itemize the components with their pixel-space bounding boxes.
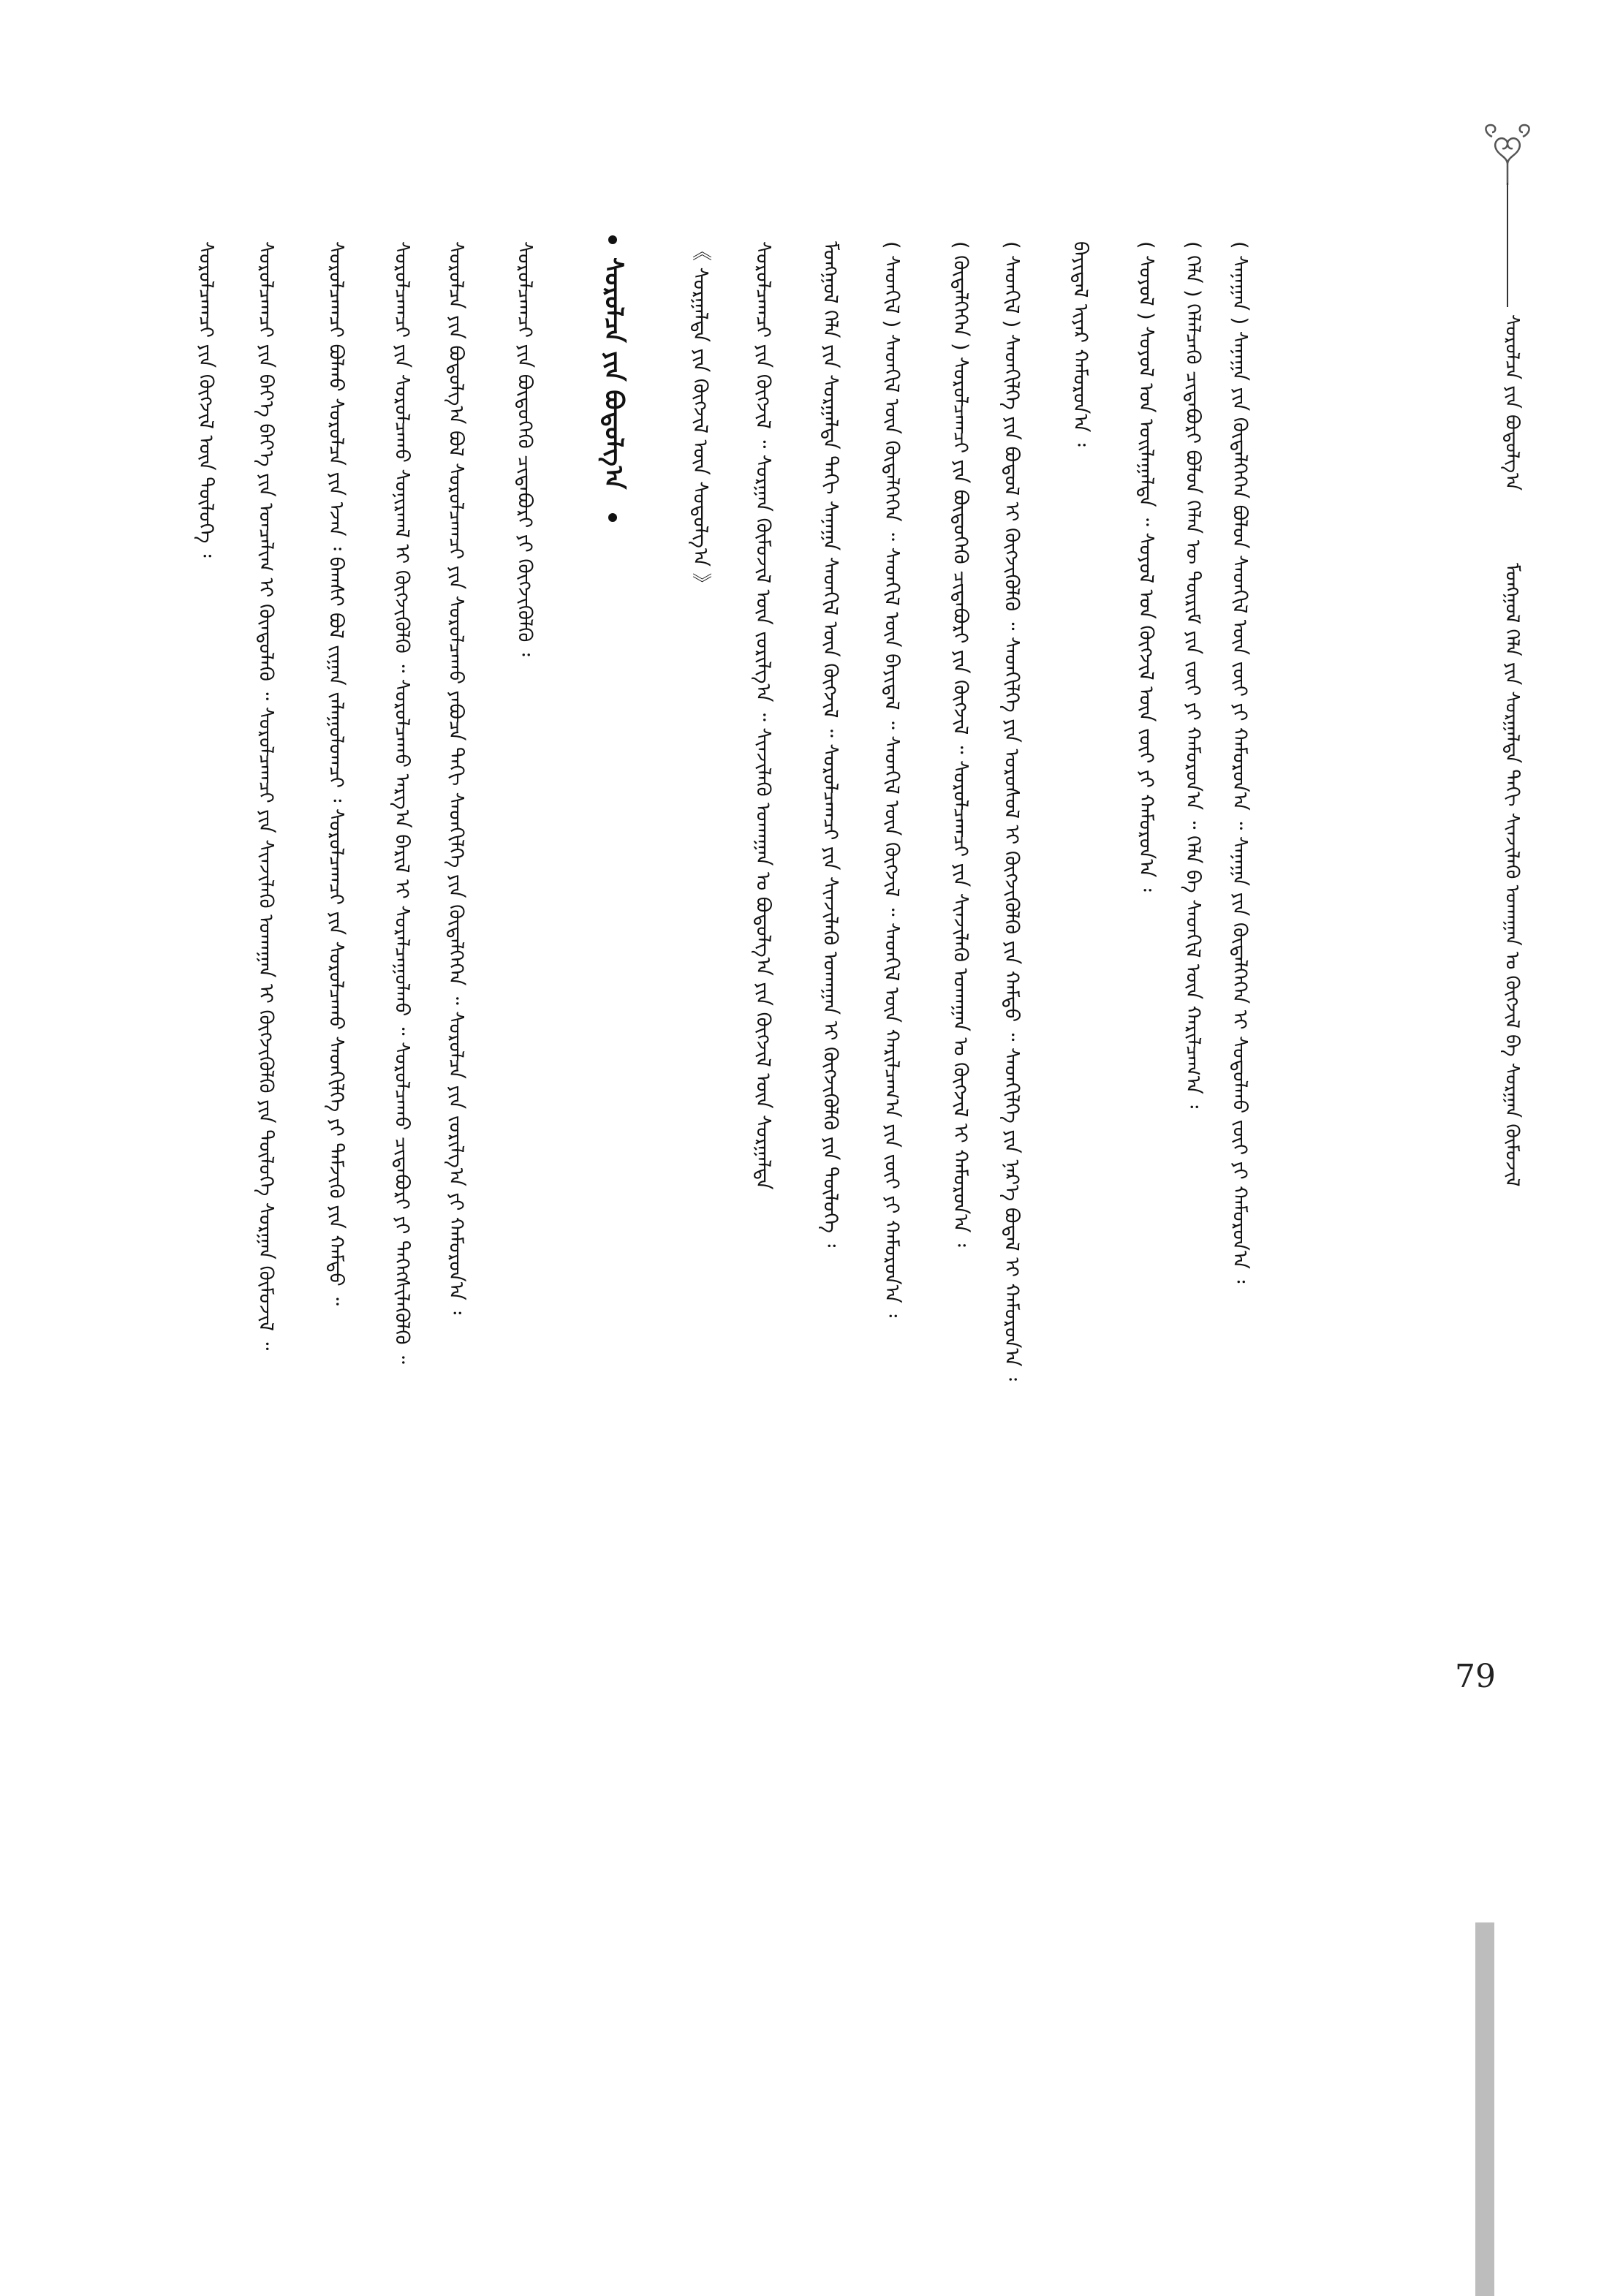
page-tab	[1475, 1922, 1494, 2296]
text-column: ᠰᠤᠷᠤᠯᠴᠠᠭᠴᠢ ᠶᠢᠨ ᠰᠤᠷᠤᠯᠴᠠᠬᠤ ᠰᠣᠨᠢᠷᠬᠠᠯ ᠢ ᠬᠥᠭᠵᠢᠭᠦᠯᠬᠦ ᠃ ᠰᠤᠷᠤᠯᠴᠠᠬᠤ ᠠᠷᠭ᠎ᠠ ᠪᠠᠷᠢᠯ ᠢ ᠰᠤᠷᠠᠯᠴᠠᠭᠤᠯᠬᠤ ᠃ ᠰᠤᠷᠤᠯᠴᠠᠬᠤ ᠴᠢᠳᠠᠪᠤᠷᠢ ᠶᠢ ᠳᠡᠭᠡᠭᠰᠢᠯᠡᠭᠦᠯᠬᠦ ᠃	[390, 241, 413, 1364]
text-column: ᠰᠤᠷᠤᠯᠴᠠᠭᠴᠢ ᠶᠢᠨ ᠪᠡᠶ᠎ᠡ ᠪᠡᠶ᠎ᠡ ᠶᠢᠨ ᠣᠨᠴᠠᠯᠢᠭ ᠢ ᠬᠦᠨᠳᠦᠯᠡᠬᠦ ᠃ ᠰᠤᠷᠤᠯᠴᠠᠭᠴᠢ ᠶᠢᠨ ᠰᠢᠨᠵᠢᠯᠡᠬᠦ ᠤᠬᠠᠭᠠᠨ ᠢ ᠬᠥᠭᠵᠢᠭᠦᠯᠬᠦ ᠶᠢᠨ ᠲᠥᠯᠥᠭᠡ ᠰᠤᠷᠭᠠᠨ ᠬᠥᠮᠦᠵᠢᠯ ᠃	[254, 241, 277, 1351]
running-header-title: ᠰᠤᠷᠤᠯᠴᠠ ᠶᠢᠨ ᠪᠣᠳᠤᠯᠭ᠎ᠠ	[1501, 314, 1523, 491]
section-heading: ᠰᠤᠷᠤᠯᠴᠠ ᠶᠢᠨ ᠪᠣᠳᠤᠯᠭ᠎ᠠ	[599, 257, 628, 490]
header-rule	[1507, 183, 1508, 307]
text-column: ᠰᠤᠷᠤᠯᠴᠠᠭᠴᠢ ᠪᠣᠯᠬᠤ ᠰᠤᠷᠤᠯᠴᠠ ᠶᠢᠨ ᠡᠵᠡᠨ ᠄ ᠪᠠᠭᠰᠢ ᠪᠣᠯ ᠵᠢᠭᠠᠨ ᠵᠠᠯᠠᠭᠤᠯᠤᠭᠴᠢ ᠄ ᠰᠤᠷᠤᠯᠴᠠᠭᠴᠢ ᠶᠢᠨ ᠰᠤᠷᠤᠯᠴᠠᠬᠤ ᠰᠡᠳᠬᠢᠯᠭᠡ ᠶᠢ ᠳᠡᠮᠵᠢᠬᠦ ᠶᠢᠨ ᠬᠠᠮᠲᠤ ᠃	[325, 241, 347, 1306]
text-column: ᠎( ᠬᠡᠯᠡ ) ᠬᠡᠯᠡᠯᠴᠡᠬᠦ ᠴᠢᠳᠠᠪᠤᠷᠢ ᠪᠣᠯᠤᠨ ᠬᠡᠯᠡᠨ ᠦ ᠳᠦᠷᠢᠮ ᠶᠢᠨ ᠵᠦᠢ ᠶᠢ ᠬᠠᠮᠤᠷᠤᠨ᠎ᠠ ᠃ ᠬᠡᠯᠡ ᠪᠠ ᠰᠡᠳᠬᠢᠯ ᠦᠨ ᠬᠠᠷᠢᠯᠴᠠᠭ᠎ᠠ ᠄	[1181, 241, 1204, 1109]
text-column: ᠰᠤᠷᠤᠯᠴᠠ ᠶᠢᠨ ᠪᠣᠳᠤᠯᠭ᠎ᠠ ᠪᠣᠯ ᠰᠤᠷᠤᠯᠴᠠᠭᠴᠢ ᠶᠢᠨ ᠰᠤᠷᠤᠯᠴᠠᠬᠤ ᠶᠠᠪᠤᠴᠠ ᠳᠠᠬᠢ ᠰᠡᠳᠬᠢᠯᠭᠡ ᠶᠢᠨ ᠬᠥᠳᠡᠯᠭᠡᠭᠡᠨ ᠃ ᠰᠤᠷᠤᠯᠴᠠ ᠶᠢᠨ ᠵᠣᠷᠢᠯᠭ᠎ᠠ ᠶᠢ ᠬᠠᠮᠤᠷᠤᠨ᠎ᠠ ᠄	[444, 241, 467, 1315]
quote-column: 《 ᠰᠤᠷᠭᠠᠯᠲᠠ ᠶᠢᠨ ᠬᠥᠭᠵᠢᠯ ᠦᠨ ᠰᠤᠳᠤᠯᠭ᠎ᠠ 》	[689, 241, 711, 593]
bullet-icon	[608, 235, 617, 244]
text-column: ᠎( ᠰᠡᠳᠬᠢᠯ ) ᠰᠡᠳᠬᠢᠯ ᠦᠨ ᠬᠥᠳᠡᠯᠭᠡᠭᠡᠨ ᠃ ᠰᠡᠳᠬᠢᠯ ᠦᠨ ᠪᠠᠶᠢᠳᠠᠯ ᠃ ᠰᠡᠳᠬᠢᠯ ᠦᠨ ᠬᠥᠭᠵᠢᠯ ᠃ ᠰᠡᠳᠬᠢᠯ ᠦᠨ ᠬᠠᠷᠢᠯᠴᠠᠭ᠎ᠠ ᠶᠢᠨ ᠵᠦᠢ ᠶᠢ ᠬᠠᠮᠤᠷᠤᠨ᠎ᠠ ᠄	[880, 241, 903, 1318]
text-column: ᠰᠤᠷᠤᠯᠴᠠᠭᠴᠢ ᠶᠢᠨ ᠬᠥᠭᠵᠢᠯ ᠃ ᠰᠤᠷᠭᠠᠨ ᠬᠥᠮᠦᠵᠢᠯ ᠦᠨ ᠵᠣᠷᠢᠯᠭ᠎ᠠ ᠃ ᠰᠢᠨᠵᠢᠯᠡᠬᠦ ᠤᠬᠠᠭᠠᠨ ᠤ ᠪᠣᠳᠤᠯᠭ᠎ᠠ ᠶᠢᠨ ᠬᠥᠭᠵᠢᠯ ᠦᠨ ᠰᠤᠷᠭᠠᠯᠲᠠ	[752, 241, 774, 1190]
text-column: ᠎( ᠰᠣᠶᠣᠯ ) ᠰᠣᠶᠣᠯ ᠤᠨ ᠣᠢᠯᠠᠭᠠᠯᠲᠠ ᠃ ᠰᠣᠶᠣᠯ ᠤᠨ ᠬᠥᠭᠵᠢᠯ ᠦᠨ ᠵᠦᠢ ᠶᠢ ᠬᠠᠮᠤᠷᠤᠨ᠎ᠠ ᠄	[1135, 241, 1157, 892]
page-number: 79	[1455, 1658, 1496, 1695]
text-column: ᠎( ᠰᠡᠳᠬᠢᠯ ) ᠰᠡᠳᠬᠢᠯᠭᠡ ᠶᠢᠨ ᠪᠣᠳᠤᠯ ᠢ ᠬᠥᠭᠵᠢᠭᠦᠯᠬᠦ ᠃ ᠰᠡᠳᠬᠢᠯᠭᠡ ᠶᠢᠨ ᠤᠷᠤᠰᠤᠯ ᠢ ᠬᠥᠭᠵᠢᠭᠦᠯᠬᠦ ᠶᠢᠨ ᠬᠠᠮᠲᠤ ᠃ ᠰᠡᠳᠬᠢᠯᠭᠡ ᠶᠢᠨ ᠨᠡᠷ᠎ᠡ ᠪᠤᠳᠠᠯ ᠢ ᠬᠠᠮᠤᠷᠤᠨ᠎ᠠ ᠄	[1000, 241, 1023, 1381]
ornament-icon	[1478, 121, 1537, 186]
text-column: ᠪᠠᠶᠢᠳᠠᠯ ᠢᠶᠠᠷ ᠬᠠᠮᠤᠷᠤᠨ᠎ᠠ ᠄	[1069, 241, 1092, 447]
text-column: ᠰᠤᠷᠤᠯᠴᠠᠭᠴᠢ ᠶᠢᠨ ᠪᠦᠲᠦᠭᠡᠬᠦ ᠴᠢᠳᠠᠪᠤᠷᠢ ᠶᠢ ᠬᠥᠭᠵᠢᠭᠦᠯᠬᠦ ᠄	[513, 241, 536, 656]
text-column: ᠮᠣᠩᠭᠣᠯ ᠬᠡᠯᠡ ᠶᠢᠨ ᠰᠤᠷᠭᠠᠯᠲᠠ ᠳᠠᠬᠢ ᠰᠠᠨᠠᠭᠠ ᠰᠡᠳᠬᠢᠯ ᠦᠨ ᠬᠥᠭᠵᠢᠯ ᠃ ᠰᠤᠷᠤᠯᠴᠠᠭᠴᠢ ᠶᠢᠨ ᠰᠢᠨᠵᠢᠯᠡᠬᠦ ᠤᠬᠠᠭᠠᠨ ᠢ ᠬᠥᠭᠵᠢᠭᠦᠯᠬᠦ ᠶᠢᠨ ᠲᠥᠯᠥᠭᠡ ᠄	[819, 241, 841, 1248]
bullet-icon	[608, 513, 617, 522]
running-header-subtitle: ᠮᠣᠩᠭᠣᠯ ᠬᠡᠯᠡ ᠶᠢᠨ ᠰᠤᠷᠭᠠᠯᠲᠠ ᠳᠠᠬᠢ ᠰᠢᠨᠵᠢᠯᠡᠬᠦ ᠤᠬᠠᠭᠠᠨ ᠤ ᠬᠥᠭᠵᠢᠯ ᠪᠠ ᠰᠤᠷᠭᠠᠨ ᠬᠥᠮᠦᠵᠢᠯ	[1501, 563, 1523, 1187]
text-column: ᠎( ᠰᠠᠨᠠᠭᠠᠨ ) ᠰᠠᠨᠠᠭᠠ ᠶᠢᠨ ᠬᠥᠳᠡᠯᠭᠡᠭᠡᠨ ᠪᠣᠯᠤᠨ ᠰᠡᠳᠬᠢᠯ ᠦᠨ ᠵᠦᠢ ᠶᠢ ᠬᠠᠮᠤᠷᠤᠨ᠎ᠠ ᠃ ᠰᠠᠨᠠᠭᠠ ᠶᠢᠨ ᠬᠥᠳᠡᠯᠭᠡᠭᠡᠨ ᠢ ᠰᠤᠳᠤᠯᠬᠤ ᠵᠦᠢ ᠶᠢ ᠬᠠᠮᠤᠷᠤᠨ᠎ᠠ ᠄	[1228, 241, 1251, 1284]
text-column: ᠰᠤᠷᠤᠯᠴᠠᠭᠴᠢ ᠶᠢᠨ ᠬᠥᠭᠵᠢᠯ ᠦᠨ ᠲᠥᠯᠥᠭᠡ ᠄	[194, 241, 217, 558]
text-column: ᠎( ᠬᠥᠳᠡᠯᠭᠡᠭᠡᠨ ) ᠰᠤᠷᠤᠯᠴᠠᠭᠴᠢ ᠶᠢᠨ ᠪᠦᠲᠦᠭᠡᠬᠦ ᠴᠢᠳᠠᠪᠤᠷᠢ ᠶᠢᠨ ᠬᠥᠭᠵᠢᠯ ᠃ ᠰᠤᠷᠤᠯᠴᠠᠭᠴᠢ ᠶᠢᠨ ᠰᠢᠨᠵᠢᠯᠡᠬᠦ ᠤᠬᠠᠭᠠᠨ ᠤ ᠬᠥᠭᠵᠢᠯ ᠢ ᠬᠠᠮᠤᠷᠤᠨ᠎ᠠ ᠄	[949, 241, 972, 1247]
